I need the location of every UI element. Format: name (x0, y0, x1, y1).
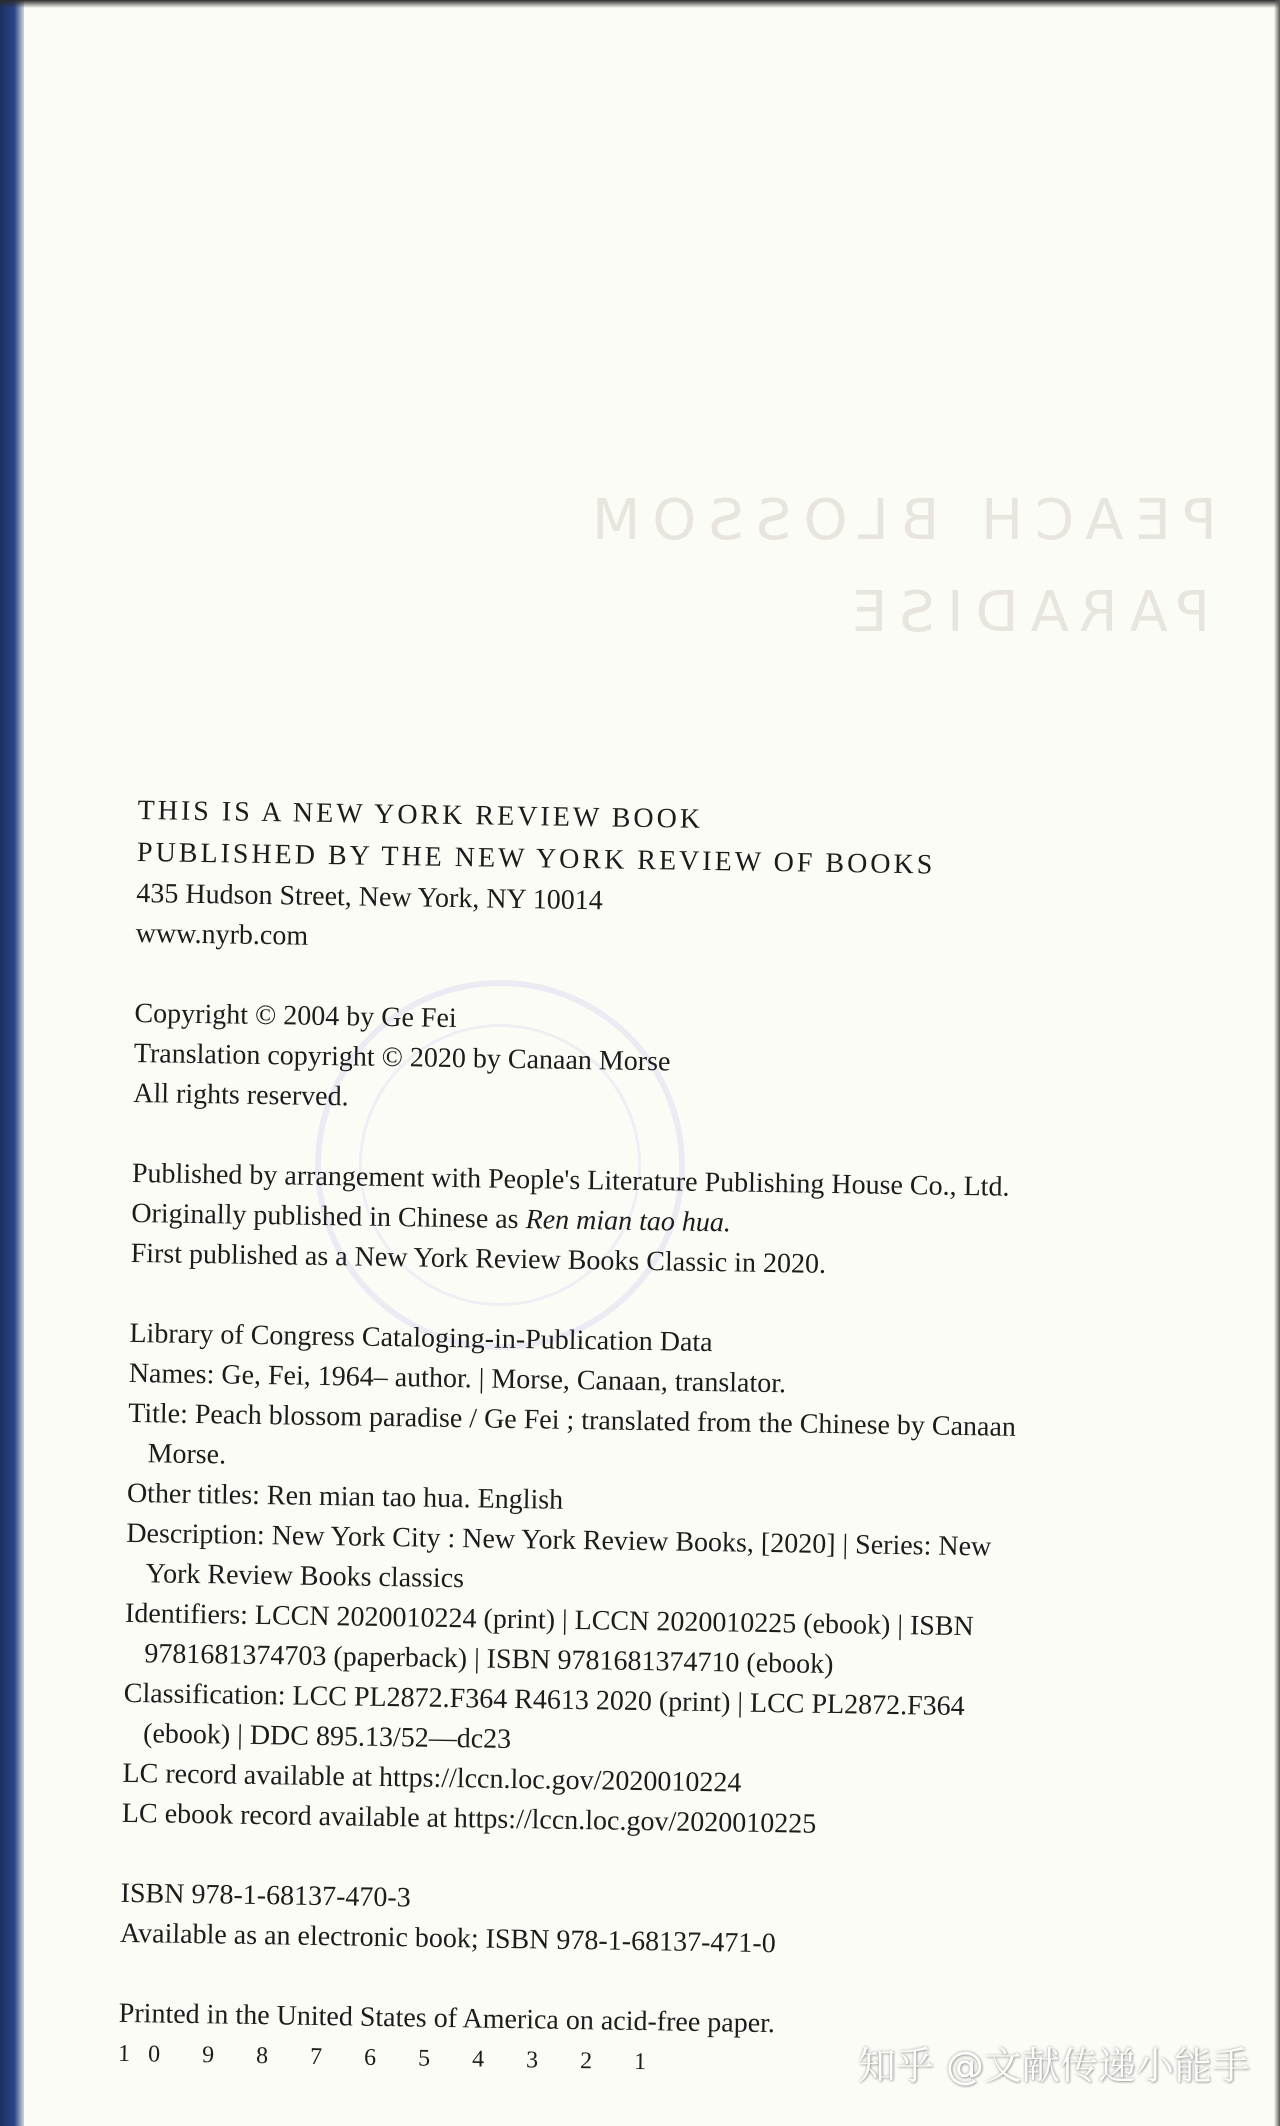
publisher-website: www.nyrb.com (135, 917, 309, 952)
show-through-title-line-2: PARADISE (840, 580, 1211, 645)
cip-identifiers: Identifiers: LCCN 2020010224 (print) | LCCN 2020010225 (ebook) | ISBN (124, 1597, 975, 1643)
printing-line: 10 9 8 7 6 5 4 3 2 1 (117, 2040, 665, 2076)
publisher-line-1: THIS IS A NEW YORK REVIEW BOOK (137, 794, 704, 835)
arrangement-note: Published by arrangement with People's Literature Publishing House Co., Ltd. (131, 1157, 1010, 1203)
show-through-title-line-1: PEACH BLOSSOM (580, 488, 1217, 553)
page-right-shadow (1274, 0, 1280, 2126)
copyright-notice: Copyright © 2004 by Ge Fei (134, 997, 457, 1035)
cip-title-continued: Morse. (147, 1438, 227, 1471)
cip-identifiers-continued: 9781681374703 (paperback) | ISBN 9781681374710 (ebook) (144, 1638, 834, 1681)
original-title: Ren mian tao hua. (525, 1204, 732, 1239)
publisher-address: 435 Hudson Street, New York, NY 10014 (136, 877, 603, 917)
isbn: ISBN 978-1-68137-470-3 (120, 1877, 411, 1914)
cip-classification: Classification: LCC PL2872.F364 R4613 2020 (print) | LCC PL2872.F364 (123, 1677, 965, 1723)
lc-ebook-record: LC ebook record available at https://lccn.loc.gov/2020010225 (121, 1797, 817, 1840)
rights-reserved: All rights reserved. (132, 1077, 349, 1113)
copyright-block (118, 790, 1138, 2090)
first-published: First published as a New York Review Books Classic in 2020. (130, 1237, 827, 1280)
cip-description-continued: York Review Books classics (145, 1558, 465, 1595)
cip-classification-continued: (ebook) | DDC 895.13/52—dc23 (142, 1718, 512, 1755)
original-publication-prefix: Originally published in Chinese as (131, 1197, 526, 1236)
lc-record: LC record available at https://lccn.loc.gov/2020010224 (122, 1757, 742, 1799)
printed-in: Printed in the United States of America on acid-free paper. (118, 1997, 776, 2040)
cip-description: Description: New York City : New York Review Books, [2020] | Series: New (126, 1517, 992, 1563)
translation-copyright: Translation copyright © 2020 by Canaan Morse (133, 1037, 671, 1078)
book-spine-edge (0, 0, 24, 2126)
cip-names: Names: Ge, Fei, 1964– author. | Morse, Canaan, translator. (128, 1357, 787, 1400)
publisher-line-2: PUBLISHED BY THE NEW YORK REVIEW OF BOOKS (136, 836, 936, 881)
ebook-isbn: Available as an electronic book; ISBN 978-1-68137-471-0 (119, 1917, 776, 1960)
page-top-shadow (0, 0, 1280, 8)
cip-other-titles: Other titles: Ren mian tao hua. English (126, 1477, 564, 1516)
zhihu-watermark: 知乎 @文献传递小能手 (857, 2044, 1250, 2088)
cip-title: Title: Peach blossom paradise / Ge Fei ; translated from the Chinese by Canaan (127, 1397, 1017, 1443)
cip-heading: Library of Congress Cataloging-in-Publication Data (129, 1317, 713, 1359)
